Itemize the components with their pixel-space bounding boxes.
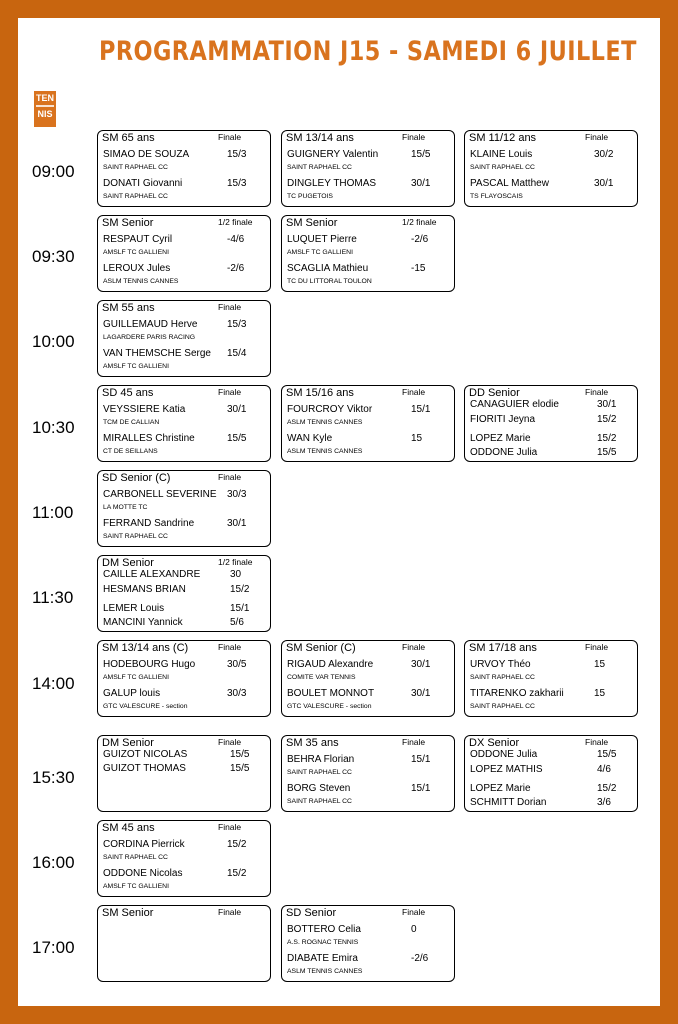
player-ranking: 30/1 [411,659,431,670]
player-ranking: 15/2 [597,433,617,444]
player-ranking: 15/1 [411,783,431,794]
player-club: LA MOTTE TC [103,504,148,511]
match-category: SM 13/14 ans [286,132,354,144]
player-club: GTC VALESCURE - section [103,703,188,710]
player-name: HODEBOURG Hugo [103,659,196,670]
player-ranking: 30/1 [411,688,431,699]
player-club: SAINT RAPHAEL CC [103,193,168,200]
match-category: SM Senior [102,907,154,919]
match-card [97,385,271,462]
time-slot-label: 15:30 [32,768,75,787]
player-name: GUILLEMAUD Herve [103,319,198,330]
match-card [97,470,271,547]
player-club: AMSLF TC GALLIENI [103,883,169,890]
match-round: Finale [218,132,242,142]
player-name: CORDINA Pierrick [103,839,185,850]
player-name: BORG Steven [287,783,351,794]
player-club: TCM DE CALLIAN [103,419,160,426]
player-name: LOPEZ Marie [470,433,531,444]
match-card [97,130,271,207]
match-round: Finale [402,387,426,397]
player-name: GALUP louis [103,688,161,699]
player-ranking: 15/2 [227,839,247,850]
match-card [281,905,455,982]
player-club: TC DU LITTORAL TOULON [287,278,372,285]
player-name: ODDONE Nicolas [103,868,183,879]
player-club: CT DE SEILLANS [103,448,158,455]
player-name: MIRALLES Christine [103,433,195,444]
match-round: 1/2 finale [218,217,253,227]
match-round: Finale [218,737,242,747]
player-ranking: 15/2 [230,584,250,595]
match-category: SM Senior [286,217,338,229]
player-name: URVOY Théo [470,659,531,670]
player-ranking: 15/5 [227,433,247,444]
match-round: Finale [218,387,242,397]
match-category: SM 65 ans [102,132,155,144]
player-ranking: 15/2 [597,783,617,794]
player-ranking: 15 [594,688,606,699]
match-category: DD Senior [469,387,520,399]
player-ranking: 15/2 [597,414,617,425]
player-ranking: -2/6 [411,234,429,245]
player-ranking: 15 [411,433,423,444]
player-name: MANCINI Yannick [103,617,183,628]
player-name: CAILLE ALEXANDRE [103,569,201,580]
player-club: ASLM TENNIS CANNES [287,448,363,455]
match-category: SM 35 ans [286,737,339,749]
player-club: SAINT RAPHAEL CC [103,854,168,861]
player-name: ODDONE Julia [470,749,538,760]
player-ranking: 4/6 [597,764,611,775]
player-name: DIABATE Emira [287,953,358,964]
player-ranking: 30 [230,569,242,580]
match-card [97,735,271,812]
match-round: Finale [585,642,609,652]
player-club: AMSLF TC GALLIENI [103,249,169,256]
player-ranking: 5/6 [230,617,244,628]
player-name: WAN Kyle [287,433,333,444]
match-category: DX Senior [469,737,520,749]
player-club: ASLM TENNIS CANNES [287,968,363,975]
match-card [464,385,638,462]
time-slot-label: 16:00 [32,853,75,872]
player-ranking: 30/3 [227,489,247,500]
player-ranking: 15/1 [230,603,250,614]
time-slot-label: 14:00 [32,674,75,693]
player-name: BOTTERO Celia [287,924,361,935]
match-category: SD Senior (C) [102,472,171,484]
time-slot-label: 17:00 [32,938,75,957]
player-ranking: 30/3 [227,688,247,699]
match-category: SM 11/12 ans [469,132,537,144]
match-card [281,735,455,812]
player-ranking: 15/5 [230,749,250,760]
match-card [97,555,271,632]
player-ranking: 15/1 [411,404,431,415]
match-card [464,640,638,717]
player-club: AMSLF TC GALLIENI [103,363,169,370]
player-name: RESPAUT Cyril [103,234,173,245]
match-card [464,130,638,207]
time-slot-label: 10:00 [32,332,75,351]
player-club: LAGARDERE PARIS RACING [103,334,196,341]
player-name: LOPEZ Marie [470,783,531,794]
match-round: Finale [218,907,242,917]
player-name: LEROUX Jules [103,263,171,274]
player-club: SAINT RAPHAEL CC [103,164,168,171]
time-slot-label: 09:00 [32,162,75,181]
match-round: Finale [218,302,242,312]
player-club: SAINT RAPHAEL CC [470,703,535,710]
player-club: SAINT RAPHAEL CC [287,798,352,805]
player-ranking: 15/5 [597,749,617,760]
match-category: SM Senior [102,217,154,229]
player-name: DINGLEY THOMAS [287,178,377,189]
player-name: PASCAL Matthew [470,178,549,189]
match-card [97,820,271,897]
player-name: SCAGLIA Mathieu [287,263,369,274]
match-card [281,640,455,717]
match-round: Finale [218,822,242,832]
player-ranking: 15/2 [227,868,247,879]
player-name: SIMAO DE SOUZA [103,149,190,160]
match-round: Finale [402,132,426,142]
match-round: Finale [218,642,242,652]
match-round: Finale [585,132,609,142]
player-club: ASLM TENNIS CANNES [287,419,363,426]
page-title: PROGRAMMATION J15 - SAMEDI 6 JUILLET [99,36,637,67]
player-name: TITARENKO zakharii [470,688,564,699]
player-club: TC PUGETOIS [287,193,333,200]
match-category: SM 45 ans [102,822,155,834]
match-category: SD 45 ans [102,387,154,399]
tennis-logo [34,91,56,127]
match-round: 1/2 finale [402,217,437,227]
match-category: SM 15/16 ans [286,387,354,399]
player-name: GUIZOT THOMAS [103,763,186,774]
logo-text-top: TEN [36,93,54,103]
player-club: SAINT RAPHAEL CC [470,674,535,681]
match-round: Finale [402,907,426,917]
match-category: DM Senior [102,737,154,749]
player-name: CANAGUIER elodie [470,399,559,410]
player-ranking: -15 [411,263,426,274]
match-round: Finale [585,737,609,747]
player-name: RIGAUD Alexandre [287,659,374,670]
player-ranking: 30/2 [594,149,614,160]
match-card [281,385,455,462]
player-club: ASLM TENNIS CANNES [103,278,179,285]
player-name: CARBONELL SEVERINE [103,489,217,500]
player-ranking: 15 [594,659,606,670]
player-name: VAN THEMSCHE Serge [103,348,211,359]
player-name: BEHRA Florian [287,754,355,765]
match-card [97,300,271,377]
player-ranking: 15/3 [227,149,247,160]
player-name: HESMANS BRIAN [103,584,186,595]
player-club: TS FLAYOSCAIS [470,193,523,200]
match-category: SD Senior [286,907,337,919]
player-club: GTC VALESCURE - section [287,703,372,710]
time-slot-label: 11:00 [32,503,74,522]
match-card [464,735,638,812]
player-name: VEYSSIERE Katia [103,404,186,415]
player-ranking: 0 [411,924,417,935]
player-club: AMSLF TC GALLIENI [287,249,353,256]
player-name: DONATI Giovanni [103,178,183,189]
player-name: KLAINE Louis [470,149,533,160]
player-ranking: 30/5 [227,659,247,670]
player-club: AMSLF TC GALLIENI [103,674,169,681]
player-name: FIORITI Jeyna [470,414,536,425]
player-ranking: 15/1 [411,754,431,765]
match-category: SM Senior (C) [286,642,356,654]
match-round: Finale [402,737,426,747]
player-club: SAINT RAPHAEL CC [287,769,352,776]
player-name: FERRAND Sandrine [103,518,195,529]
player-name: LEMER Louis [103,603,165,614]
player-club: SAINT RAPHAEL CC [103,533,168,540]
player-name: GUIGNERY Valentin [287,149,379,160]
player-name: FOURCROY Viktor [287,404,373,415]
player-club: SAINT RAPHAEL CC [287,164,352,171]
player-ranking: -2/6 [227,263,245,274]
player-ranking: 30/1 [227,404,247,415]
player-ranking: -4/6 [227,234,245,245]
player-ranking: -2/6 [411,953,429,964]
player-name: BOULET MONNOT [287,688,375,699]
player-name: LUQUET Pierre [287,234,357,245]
match-card [281,215,455,292]
match-round: 1/2 finale [218,557,253,567]
time-slot-label: 11:30 [32,588,74,607]
time-slot-label: 10:30 [32,418,75,437]
player-ranking: 3/6 [597,797,611,808]
schedule-page [18,18,660,1006]
player-ranking: 30/1 [594,178,614,189]
match-card [97,215,271,292]
player-ranking: 15/3 [227,178,247,189]
player-ranking: 15/3 [227,319,247,330]
player-ranking: 30/1 [411,178,431,189]
match-card [97,640,271,717]
player-ranking: 15/5 [597,447,617,458]
player-ranking: 30/1 [597,399,617,410]
player-club: SAINT RAPHAEL CC [470,164,535,171]
player-name: ODDONE Julia [470,447,538,458]
time-slot-label: 09:30 [32,247,75,266]
match-card [281,130,455,207]
player-name: SCHMITT Dorian [470,797,547,808]
match-card [97,905,271,982]
player-name: LOPEZ MATHIS [470,764,543,775]
logo-text-bottom: NIS [37,109,53,119]
player-ranking: 15/5 [411,149,431,160]
player-club: A.S. ROGNAC TENNIS [287,939,359,946]
match-category: SM 17/18 ans [469,642,537,654]
player-club: COMITE VAR TENNIS [287,674,356,681]
match-round: Finale [402,642,426,652]
player-ranking: 15/5 [230,763,250,774]
match-round: Finale [585,387,609,397]
match-category: DM Senior [102,557,154,569]
match-category: SM 13/14 ans (C) [102,642,189,654]
match-category: SM 55 ans [102,302,155,314]
match-round: Finale [218,472,242,482]
player-name: GUIZOT NICOLAS [103,749,188,760]
player-ranking: 15/4 [227,348,247,359]
player-ranking: 30/1 [227,518,247,529]
